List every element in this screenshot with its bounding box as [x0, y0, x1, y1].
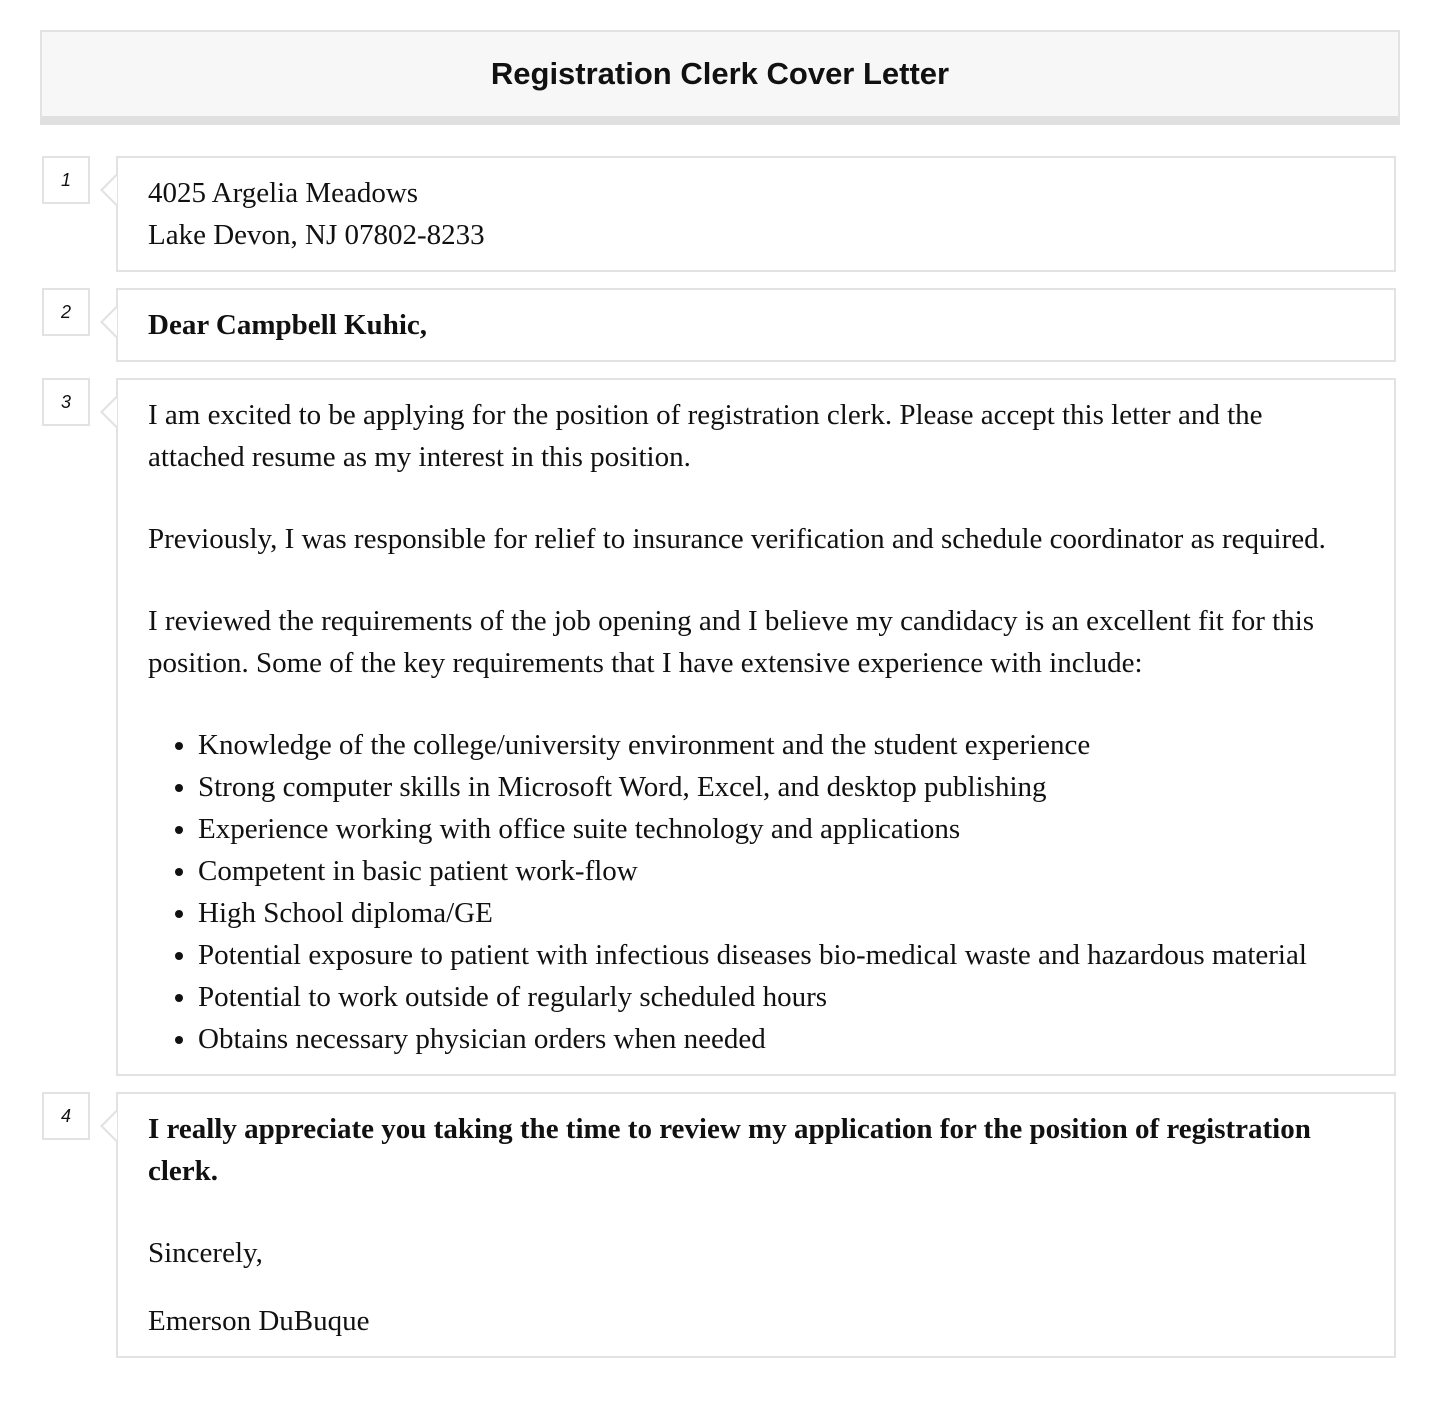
page-title: Registration Clerk Cover Letter — [490, 56, 950, 91]
section-number: 2 — [42, 288, 90, 336]
list-item: • Potential to work outside of regularly scheduled hours — [198, 976, 1364, 1018]
body-box — [116, 378, 1396, 1076]
section-number: 3 — [42, 378, 90, 426]
requirements-paragraph: I reviewed the requirements of the job opening and I believe my candidacy is an excellent fit for this position. Some of the key requirements that I have extensive experience with include: — [148, 605, 1315, 679]
section-number: 1 — [42, 156, 90, 204]
signature: Emerson DuBuque — [148, 1305, 370, 1337]
list-item: • Knowledge of the college/university environment and the student experience — [198, 724, 1364, 766]
signoff: Sincerely, — [148, 1237, 263, 1269]
list-item: • Competent in basic patient work-flow — [198, 850, 1364, 892]
previous-paragraph: Previously, I was responsible for relief to insurance verification and schedule coordinator as required. — [148, 523, 1326, 555]
requirements-list — [148, 724, 1364, 1060]
page-header — [40, 30, 1400, 125]
greeting-box — [116, 288, 1396, 362]
list-item: • High School diploma/GE — [198, 892, 1364, 934]
address-line-1: 4025 Argelia Meadows — [148, 177, 419, 209]
list-item: • Strong computer skills in Microsoft Word, Excel, and desktop publishing — [198, 766, 1364, 808]
intro-paragraph: I am excited to be applying for the position of registration clerk. Please accept this letter and the attached resume as my interest in this position. — [148, 399, 1263, 473]
address-line-2: Lake Devon, NJ 07802-8233 — [148, 219, 485, 251]
list-item: • Experience working with office suite technology and applications — [198, 808, 1364, 850]
list-item: • Potential exposure to patient with infectious diseases bio-medical waste and hazardous material — [198, 934, 1364, 976]
address-box — [116, 156, 1396, 272]
closing-box — [116, 1092, 1396, 1358]
greeting: Dear Campbell Kuhic, — [148, 309, 427, 341]
section-number: 4 — [42, 1092, 90, 1140]
list-item: • Obtains necessary physician orders when needed — [198, 1018, 1364, 1060]
closing-paragraph: I really appreciate you taking the time to review my application for the position of registration clerk. — [148, 1113, 1311, 1187]
